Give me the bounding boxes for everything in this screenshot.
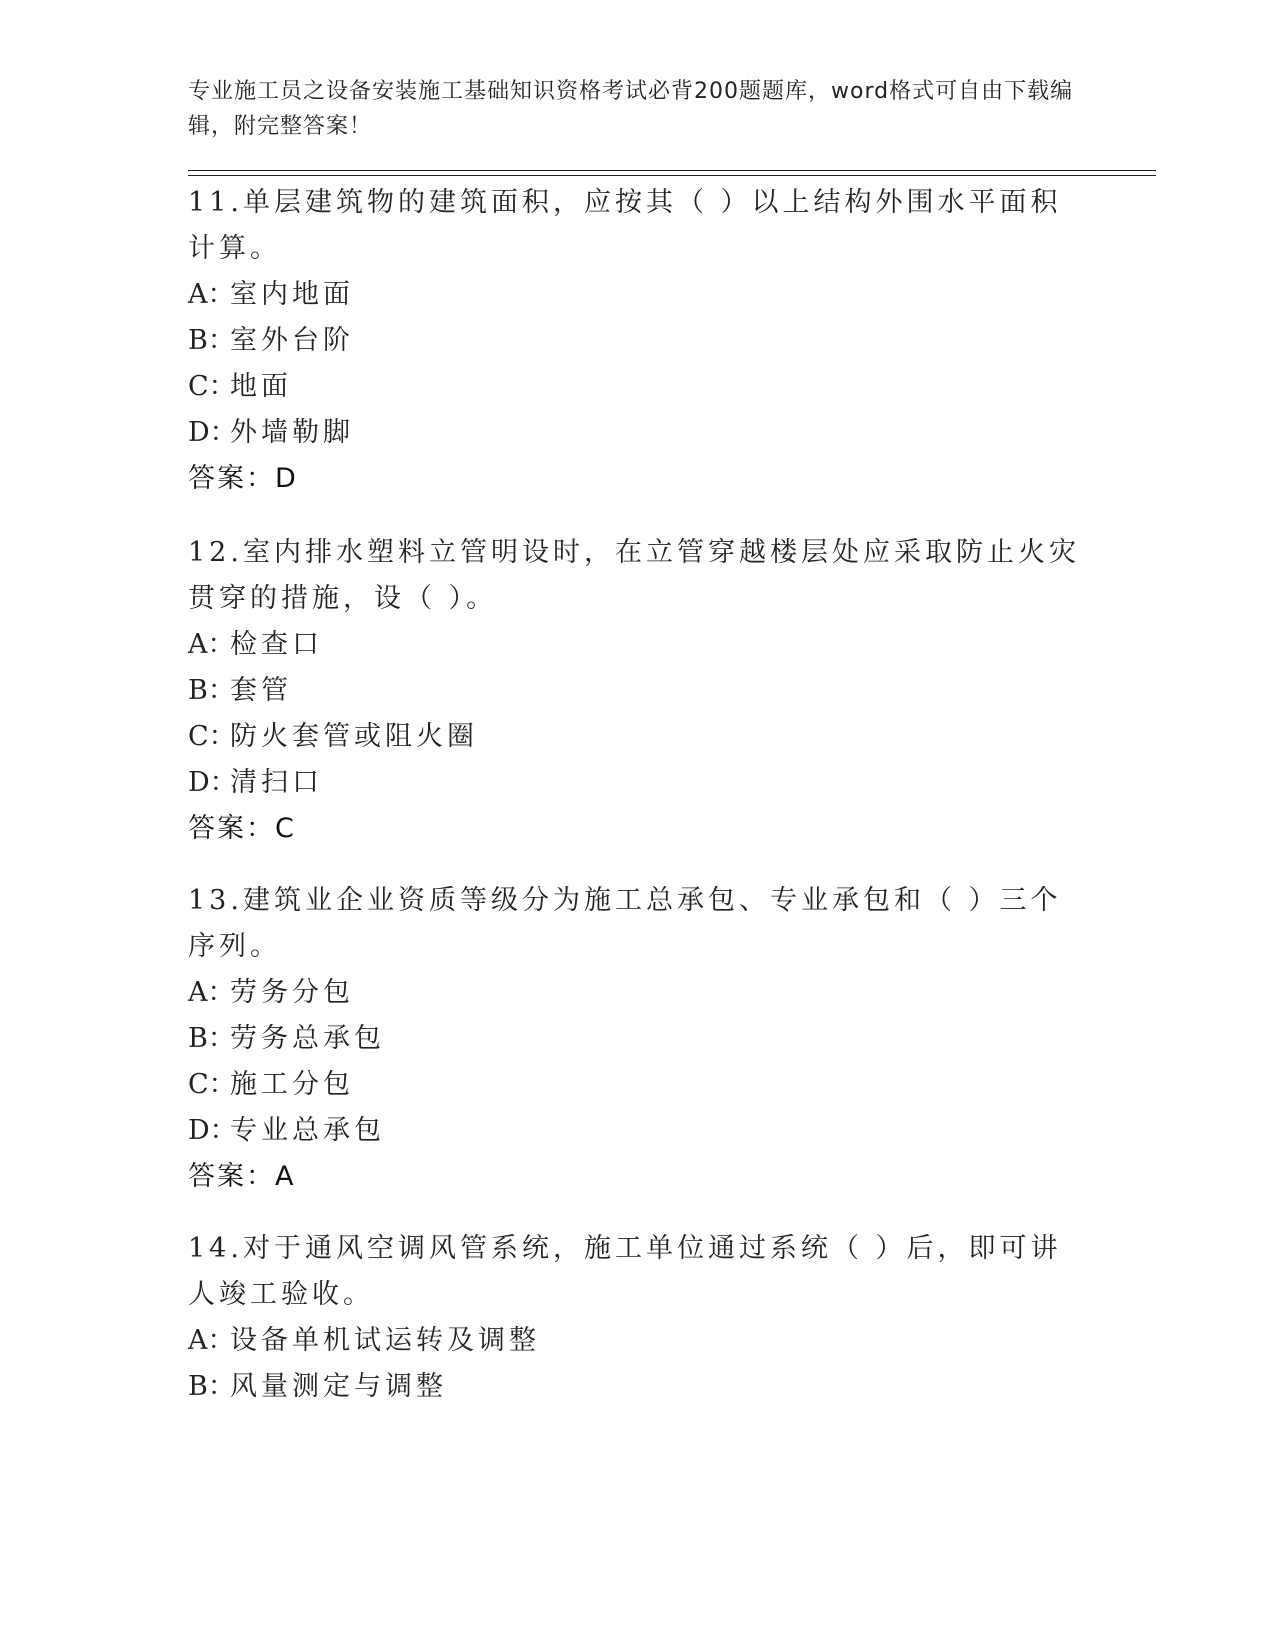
option-key: B： xyxy=(188,1371,235,1402)
option-a xyxy=(188,1318,1088,1364)
option-text: 劳务分包 xyxy=(230,977,354,1008)
option-key: A： xyxy=(188,279,235,310)
option-a xyxy=(188,970,1088,1016)
option-c xyxy=(188,364,1088,410)
option-b xyxy=(188,1016,1088,1062)
option-text: 检查口 xyxy=(230,629,323,660)
answer-line: 答案：A xyxy=(188,1161,296,1192)
option-text: 清扫口 xyxy=(230,767,323,798)
option-b xyxy=(188,668,1088,714)
option-key: B： xyxy=(188,675,235,706)
answer-line: 答案：C xyxy=(188,813,296,844)
question-stem: 12.室内排水塑料立管明设时，在立管穿越楼层处应采取防止火灾贯穿的措施，设（ ）。 xyxy=(188,537,1080,614)
option-b xyxy=(188,318,1088,364)
option-text: 施工分包 xyxy=(230,1069,354,1100)
option-a xyxy=(188,272,1088,318)
question-12 xyxy=(188,530,1088,852)
option-key: D： xyxy=(188,417,237,448)
option-c xyxy=(188,1062,1088,1108)
option-text: 专业总承包 xyxy=(230,1115,385,1146)
option-text: 室内地面 xyxy=(230,279,354,310)
question-stem: 11.单层建筑物的建筑面积，应按其（ ）以上结构外围水平面积计算。 xyxy=(188,187,1062,264)
question-stem: 13.建筑业企业资质等级分为施工总承包、专业承包和（ ）三个序列。 xyxy=(188,885,1062,962)
option-text: 劳务总承包 xyxy=(230,1023,385,1054)
option-key: B： xyxy=(188,1023,235,1054)
option-c xyxy=(188,714,1088,760)
answer-line: 答案：D xyxy=(188,463,298,494)
option-d xyxy=(188,760,1088,806)
option-key: B： xyxy=(188,325,235,356)
document-header: 专业施工员之设备安装施工基础知识资格考试必背200题题库，word格式可自由下载编辑，附完整答案！ xyxy=(188,79,1074,139)
option-key: A： xyxy=(188,629,235,660)
option-key: A： xyxy=(188,1325,235,1356)
question-14 xyxy=(188,1226,1088,1410)
option-text: 地面 xyxy=(230,371,292,402)
question-13 xyxy=(188,878,1088,1200)
header-rule-top xyxy=(188,170,1156,171)
option-b xyxy=(188,1364,1088,1410)
option-key: A： xyxy=(188,977,235,1008)
option-key: C： xyxy=(188,721,236,752)
option-d xyxy=(188,1108,1088,1154)
option-key: C： xyxy=(188,371,236,402)
option-text: 外墙勒脚 xyxy=(230,417,354,448)
option-key: C： xyxy=(188,1069,236,1100)
option-d xyxy=(188,410,1088,456)
header-rule-bottom xyxy=(188,175,1156,176)
option-key: D： xyxy=(188,767,237,798)
question-11 xyxy=(188,180,1088,502)
option-text: 设备单机试运转及调整 xyxy=(230,1325,540,1356)
question-stem: 14.对于通风空调风管系统，施工单位通过系统（ ）后，即可讲人竣工验收。 xyxy=(188,1233,1062,1310)
option-text: 风量测定与调整 xyxy=(230,1371,447,1402)
option-a xyxy=(188,622,1088,668)
option-text: 室外台阶 xyxy=(230,325,354,356)
option-text: 防火套管或阻火圈 xyxy=(230,721,478,752)
option-text: 套管 xyxy=(230,675,292,706)
option-key: D： xyxy=(188,1115,237,1146)
